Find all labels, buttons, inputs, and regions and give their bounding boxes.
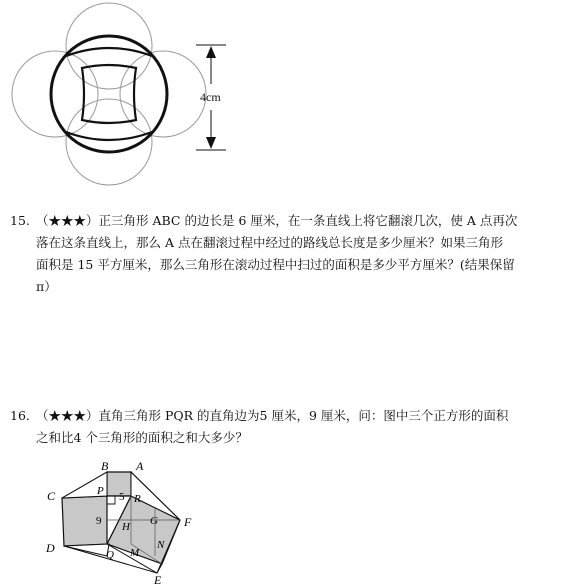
circles-figure: [0, 0, 260, 190]
difficulty-stars: （★★★）: [36, 213, 99, 228]
label-five: 5: [119, 491, 125, 503]
label-b: B: [101, 459, 109, 473]
triangle-bottom-left: [64, 544, 109, 556]
arc-top: [66, 48, 152, 56]
problem-text: [36, 405, 552, 427]
text-line: [36, 405, 552, 427]
label-c: C: [47, 489, 56, 503]
label-f: F: [184, 515, 192, 529]
label-d: D: [46, 541, 55, 555]
problem-text: [36, 210, 552, 232]
difficulty-stars: （★★★）: [36, 408, 99, 423]
text-line: 之和比4 个三角形的面积之和大多少？: [36, 430, 248, 445]
arc-bottom: [66, 132, 152, 140]
problem-number: 16.: [10, 408, 30, 423]
problem-number: 15.: [10, 213, 30, 228]
problem-15: [0, 210, 561, 300]
concave-square: [82, 65, 136, 123]
text-line: π）: [36, 279, 57, 294]
main-circle: [51, 36, 167, 152]
arrow-up-icon: [206, 46, 216, 58]
text-line-1: 正三角形 ABC 的边长是 6 厘米，在一条直线上将它翻滚几次，使 A 点再次: [98, 213, 518, 228]
dimension-label: 4cm: [200, 90, 221, 104]
label-nine: 9: [96, 515, 102, 527]
arrow-down-icon: [206, 137, 216, 149]
text-line: [36, 210, 552, 232]
squares-triangles-figure: [40, 458, 210, 585]
label-e: E: [154, 573, 162, 585]
label-p: P: [97, 485, 104, 497]
label-g: G: [150, 515, 158, 527]
label-r: R: [134, 493, 141, 505]
text-line: 面积是 15 平方厘米，那么三角形在滚动过程中扫过的面积是多少平方厘米？(结果保留: [36, 257, 515, 272]
problem-16: [0, 405, 561, 455]
label-q: Q: [106, 549, 114, 561]
label-n: N: [157, 539, 165, 551]
text-line-1: 直角三角形 PQR 的直角边为5 厘米，9 厘米，问：图中三个正方形的面积: [98, 408, 509, 423]
left-square: [62, 496, 109, 546]
label-h: H: [122, 521, 130, 533]
label-m: M: [130, 547, 140, 559]
label-a: A: [136, 459, 144, 473]
text-line: 落在这条直线上，那么 A 点在翻滚过程中经过的路线总长度是多少厘米？如果三角形: [36, 235, 503, 250]
